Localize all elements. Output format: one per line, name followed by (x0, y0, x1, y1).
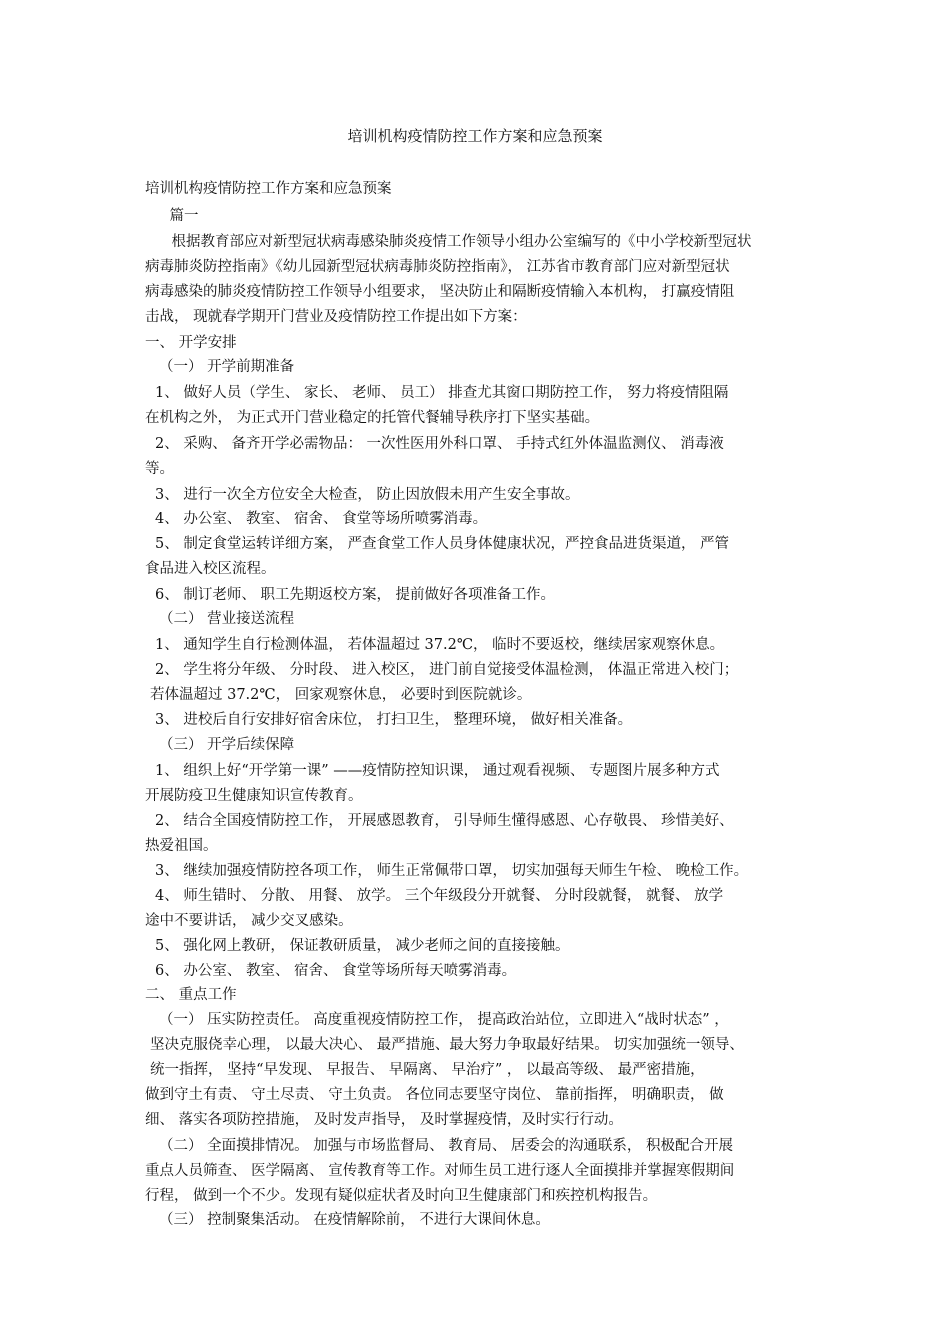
document-line: 3、 继续加强疫情防控各项工作， 师生正常佩带口罩， 切实加强每天师生午检、 晚检工作。 (155, 863, 749, 879)
document-line: 开展防疫卫生健康知识宣传教育。 (145, 788, 363, 804)
document-line: 做到守土有责、 守土尽责、 守土负责。 各位同志要坚守岗位、 靠前指挥， 明确职责， 做 (145, 1087, 724, 1103)
document-line: 培训机构疫情防控工作方案和应急预案 (145, 181, 392, 197)
document-line: 重点人员筛查、 医学隔离、 宣传教育等工作。对师生员工进行逐人全面摸排并掌握寒假期间 (145, 1163, 735, 1179)
document-line: （三） 控制聚集活动。 在疫情解除前， 不进行大课间休息。 (159, 1212, 550, 1228)
document-line: （三） 开学后续保障 (159, 737, 295, 753)
document-line: 在机构之外， 为正式开门营业稳定的托管代餐辅导秩序打下坚实基础。 (145, 410, 600, 426)
document-line: 细、 落实各项防控措施， 及时发声指导， 及时掌握疫情，及时实行行动。 (145, 1112, 623, 1128)
document-line: 坚决克服侥幸心理， 以最大决心、 最严措施、最大努力争取最好结果。 切实加强统一领导、 (150, 1037, 744, 1053)
document-line: 5、 制定食堂运转详细方案， 严查食堂工作人员身体健康状况，严控食品进货渠道， 严管 (155, 536, 730, 552)
document-line: 根据教育部应对新型冠状病毒感染肺炎疫情工作领导小组办公室编写的《中小学校新型冠状 (157, 234, 752, 250)
document-line: 4、 办公室、 教室、 宿舍、 食堂等场所喷雾消毒。 (155, 511, 488, 527)
document-line: 一、 开学安排 (145, 335, 237, 351)
document-line: 6、 制订老师、 职工先期返校方案， 提前做好各项准备工作。 (155, 587, 556, 603)
document-line: 病毒肺炎防控指南》《幼儿园新型冠状病毒肺炎防控指南》， 江苏省市教育部门应对新型冠状 (145, 259, 730, 275)
document-line: 3、 进行一次全方位安全大检查， 防止因放假未用产生安全事故。 (155, 487, 580, 503)
document-line: 4、 师生错时、 分散、 用餐、 放学。 三个年级段分开就餐、 分时段就餐， 就餐、 放学 (155, 888, 724, 904)
document-line: 行程， 做到一个不少。发现有疑似症状者及时向卫生健康部门和疾控机构报告。 (145, 1188, 658, 1204)
document-line: 等。 (145, 461, 174, 477)
document-line: 击战， 现就春学期开门营业及疫情防控工作提出如下方案： (145, 309, 527, 325)
document-line: 2、 结合全国疫情防控工作， 开展感恩教育， 引导师生懂得感恩、心存敬畏、 珍惜美好、 (155, 813, 734, 829)
document-line: 3、 进校后自行安排好宿舍床位， 打扫卫生， 整理环境， 做好相关准备。 (155, 712, 633, 728)
document-line: （一） 压实防控责任。 高度重视疫情防控工作， 提高政治站位，立即进入“战时状态” ， (159, 1012, 729, 1028)
document-line: 2、 采购、 备齐开学必需物品： 一次性医用外科口罩、 手持式红外体温监测仪、 消毒液 (155, 436, 724, 452)
document-line: （一） 开学前期准备 (159, 359, 295, 375)
document-line: 6、 办公室、 教室、 宿舍、 食堂等场所每天喷雾消毒。 (155, 963, 517, 979)
document-line: 病毒感染的肺炎疫情防控工作领导小组要求， 坚决防止和隔断疫情输入本机构， 打赢疫情阻 (145, 284, 735, 300)
document-line: 食品进入校区流程。 (145, 561, 276, 577)
document-line: 统一指挥， 坚持“早发现、 早报告、 早隔离、 早治疗” ， 以最高等级、 最严密措施， (150, 1062, 705, 1078)
document-line: 途中不要讲话， 减少交叉感染。 (145, 913, 353, 929)
document-line: 若体温超过 37.2℃， 回家观察休息， 必要时到医院就诊。 (150, 687, 532, 703)
document-title: 培训机构疫情防控工作方案和应急预案 (347, 127, 603, 145)
document-line: 2、 学生将分年级、 分时段、 进入校区， 进门前自觉接受体温检测， 体温正常进入校门； (155, 662, 739, 678)
document-line: （二） 全面摸排情况。 加强与市场监督局、 教育局、 居委会的沟通联系， 积极配合开展 (159, 1138, 734, 1154)
document-line: 篇一 (155, 208, 199, 224)
document-line: （二） 营业接送流程 (159, 611, 295, 627)
document-line: 1、 组织上好“开学第一课” ——疫情防控知识课， 通过观看视频、 专题图片展多种方式 (155, 763, 720, 779)
document-line: 5、 强化网上教研， 保证教研质量， 减少老师之间的直接接触。 (155, 938, 570, 954)
document-line: 热爱祖国。 (145, 838, 218, 854)
document-line: 1、 通知学生自行检测体温， 若体温超过 37.2℃， 临时不要返校，继续居家观察休息。 (155, 637, 725, 653)
document-line: 二、 重点工作 (145, 987, 237, 1003)
document-line: 1、 做好人员（学生、 家长、 老师、 员工） 排查尤其窗口期防控工作， 努力将疫情阻隔 (155, 385, 729, 401)
